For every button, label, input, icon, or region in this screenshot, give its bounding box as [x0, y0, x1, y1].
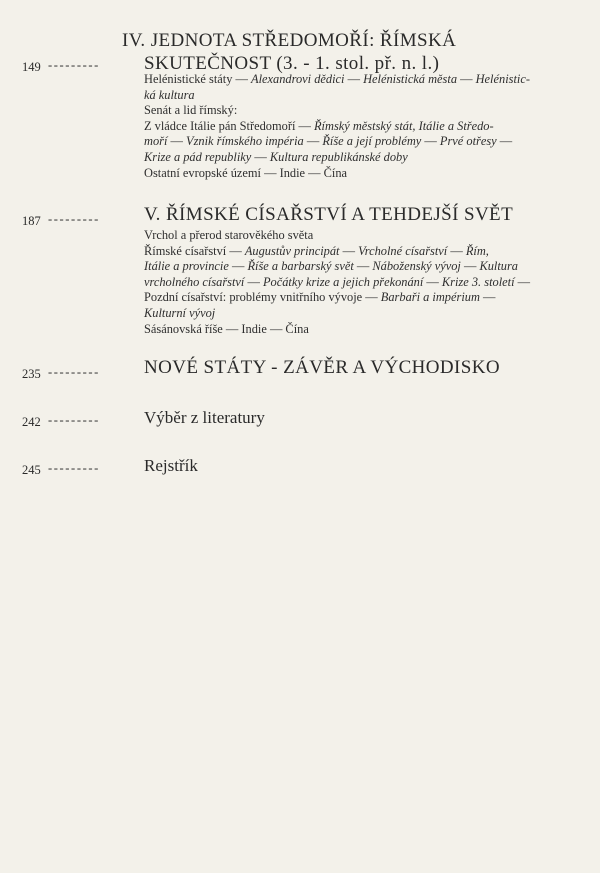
- subtopic-line: Sásánovská říše — Indie — Čína: [144, 321, 309, 336]
- subtopic-line: Senát a lid římský:: [144, 103, 238, 118]
- section-subtopics: [144, 72, 579, 181]
- subtopic-line: Pozdní císařství: problémy vnitřního vývoje — Barbaři a impérium —: [144, 290, 496, 305]
- leader-dashes: ---------: [48, 58, 100, 72]
- page-number: 245: [22, 463, 41, 477]
- leader-dashes: ---------: [48, 461, 100, 475]
- section-title: NOVÉ STÁTY - ZÁVĚR A VÝCHODISKO: [144, 357, 500, 378]
- leader-dashes: ---------: [48, 212, 100, 226]
- subtopic-line: Kulturní vývoj: [144, 305, 216, 320]
- section-title-line1: IV. JEDNOTA STŘEDOMOŘÍ: ŘÍMSKÁ: [122, 30, 457, 51]
- page-number: 242: [22, 415, 41, 429]
- subtopic-line: moří — Vznik římského impéria — Říše a její problémy — Prvé otřesy —: [144, 134, 513, 149]
- subtopic-line: Vrchol a přerod starověkého světa: [144, 228, 314, 242]
- subtopic-line: Itálie a provincie — Říše a barbarský svět — Náboženský vývoj — Kultura: [144, 259, 518, 274]
- page-number: 235: [22, 367, 41, 381]
- subtopic-line: Krize a pád republiky — Kultura republikánské doby: [144, 149, 408, 164]
- leader-dashes: ---------: [48, 365, 100, 379]
- section-subtopics: [144, 228, 579, 337]
- subtopic-line: Římské císařství — Augustův principát — Vrcholné císařství — Řím,: [144, 243, 489, 258]
- subtopic-line: ká kultura: [144, 87, 195, 102]
- subtopic-line: Z vládce Itálie pán Středomoří — Římský městský stát, Itálie a Středo-: [144, 118, 494, 133]
- subtopic-line: Helénistické státy — Alexandrovi dědici — Helénistická města — Helénistic-: [144, 72, 530, 86]
- subtopic-line: vrcholného císařství — Počátky krize a jejich překonání — Krize 3. století —: [144, 274, 531, 289]
- section-title: Výběr z literatury: [144, 408, 265, 427]
- section-title-line2: SKUTEČNOST (3. - 1. stol. př. n. l.): [144, 53, 440, 74]
- page-number: 187: [22, 214, 41, 228]
- subtopic-line: Ostatní evropské území — Indie — Čína: [144, 165, 348, 180]
- section-title: Rejstřík: [144, 456, 198, 475]
- page-number: 149: [22, 60, 41, 74]
- leader-dashes: ---------: [48, 413, 100, 427]
- section-title: V. ŘÍMSKÉ CÍSAŘSTVÍ A TEHDEJŠÍ SVĚT: [144, 204, 514, 225]
